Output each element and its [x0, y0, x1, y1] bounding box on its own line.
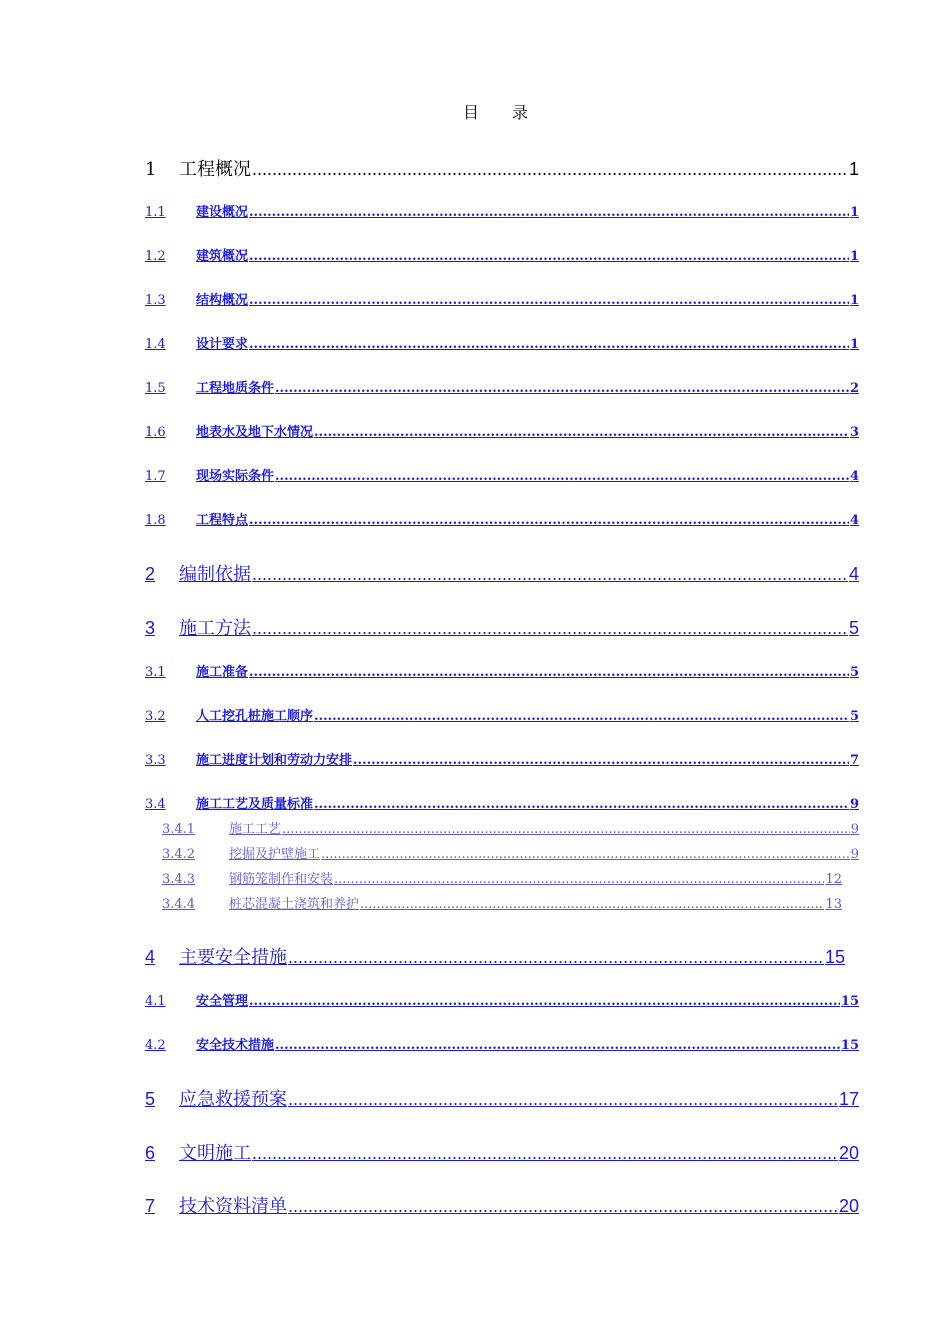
toc-entry-number: 1.3 [145, 293, 166, 308]
toc-entry-number: 3.1 [145, 665, 166, 680]
toc-entry-label: 设计要求 [196, 337, 249, 352]
toc-entry-page: 4 [848, 564, 859, 584]
toc-entry-page: 1 [848, 159, 859, 179]
toc-entry-label: 主要安全措施 [179, 947, 287, 967]
toc-entry-4-1[interactable] [145, 990, 859, 1009]
toc-entry-number: 1.8 [145, 513, 166, 528]
toc-entry-number: 3.4.3 [162, 872, 196, 887]
toc-entry-page: 1 [849, 249, 859, 264]
toc-entry-page: 15 [840, 994, 859, 1009]
toc-entry-3-2[interactable] [145, 705, 859, 724]
toc-entry-label: 工程概况 [179, 159, 251, 180]
toc-entry-1-6[interactable] [145, 421, 859, 440]
toc-entry-label: 地表水及地下水情况 [196, 425, 314, 440]
toc-entry-number: 1.4 [145, 337, 166, 352]
toc-entry-1-1[interactable] [145, 201, 859, 220]
toc-leader-dots [321, 847, 850, 862]
toc-leader-dots [334, 872, 824, 887]
toc-entry-label: 工程特点 [196, 513, 249, 528]
toc-entry-label: 文明施工 [179, 1143, 251, 1163]
toc-leader-dots [252, 159, 848, 180]
toc-entry-4[interactable] [145, 943, 845, 969]
toc-entry-label: 人工挖孔桩施工顺序 [196, 709, 314, 724]
toc-entry-number: 1.6 [145, 425, 166, 440]
toc-entry-page: 20 [838, 1143, 859, 1163]
toc-entry-number: 4.2 [145, 1038, 166, 1053]
toc-entry-page: 9 [849, 797, 859, 812]
toc-entry-3[interactable] [145, 614, 859, 640]
toc-entry-label: 结构概况 [196, 293, 249, 308]
toc-entry-number: 6 [145, 1143, 156, 1163]
toc-leader-dots [282, 822, 850, 837]
toc-entry-page: 5 [849, 665, 859, 680]
toc-entry-page: 1 [849, 293, 859, 308]
toc-leader-dots [252, 1143, 838, 1164]
toc-title: 目 录 [462, 103, 543, 122]
toc-entry-7[interactable] [145, 1192, 859, 1218]
toc-entry-6[interactable] [145, 1139, 859, 1165]
toc-entry-number: 4 [145, 947, 156, 967]
toc-leader-dots [360, 897, 824, 912]
toc-entry-label: 技术资料清单 [179, 1196, 287, 1216]
toc-entry-number: 3.4.2 [162, 847, 196, 862]
toc-leader-dots [275, 1038, 840, 1053]
toc-entry-3-4-2[interactable] [162, 843, 859, 862]
toc-entry-number: 3.4.4 [162, 897, 196, 912]
toc-entry-page: 1 [849, 337, 859, 352]
toc-entry-label: 施工工艺 [229, 822, 282, 837]
toc-entry-page: 15 [824, 947, 845, 967]
toc-leader-dots [249, 293, 849, 308]
toc-entry-number: 3 [145, 618, 156, 638]
toc-entry-1-4[interactable] [145, 333, 859, 352]
toc-entry-1-5[interactable] [145, 377, 859, 396]
toc-entry-label: 编制依据 [179, 564, 251, 584]
toc-entry-page: 1 [849, 205, 859, 220]
toc-entry-number: 2 [145, 564, 156, 584]
toc-entry-page: 2 [849, 381, 859, 396]
toc-entry-number: 7 [145, 1196, 156, 1216]
toc-entry-page: 4 [849, 469, 859, 484]
toc-leader-dots [288, 1196, 838, 1217]
toc-leader-dots [252, 618, 848, 639]
toc-entry-label: 安全管理 [196, 994, 249, 1009]
toc-entry-4-2[interactable] [145, 1034, 859, 1053]
toc-entry-3-1[interactable] [145, 661, 859, 680]
toc-entry-label: 施工方法 [179, 618, 251, 638]
toc-entry-page: 13 [825, 897, 842, 912]
toc-entry-number: 4.1 [145, 994, 166, 1009]
toc-leader-dots [249, 994, 840, 1009]
toc-entry-5[interactable] [145, 1085, 859, 1111]
toc-leader-dots [275, 381, 849, 396]
toc-entry-label: 施工进度计划和劳动力安排 [196, 753, 353, 768]
toc-leader-dots [288, 947, 824, 968]
toc-entry-number: 3.3 [145, 753, 166, 768]
toc-entry-number: 3.4 [145, 797, 166, 812]
toc-entry-label: 施工工艺及质量标准 [196, 797, 314, 812]
toc-entry-label: 建筑概况 [196, 249, 249, 264]
toc-entry-2[interactable] [145, 560, 859, 586]
toc-entry-label: 安全技术措施 [196, 1038, 275, 1053]
toc-entry-1-8[interactable] [145, 509, 859, 528]
toc-entry-page: 9 [850, 847, 859, 862]
toc-leader-dots [249, 665, 849, 680]
toc-entry-page: 7 [849, 753, 859, 768]
toc-entry-number: 3.2 [145, 709, 166, 724]
toc-entry-page: 4 [849, 513, 859, 528]
toc-entry-3-4[interactable] [145, 793, 859, 812]
toc-entry-number: 3.4.1 [162, 822, 196, 837]
toc-entry-page: 5 [849, 709, 859, 724]
toc-entry-number: 1.5 [145, 381, 166, 396]
toc-leader-dots [314, 425, 849, 440]
toc-leader-dots [249, 337, 849, 352]
toc-entry-label: 桩芯混凝土浇筑和养护 [229, 897, 360, 912]
toc-entry-page: 12 [825, 872, 842, 887]
toc-entry-3-3[interactable] [145, 749, 859, 768]
toc-entry-label: 工程地质条件 [196, 381, 275, 396]
toc-entry-label: 钢筋笼制作和安装 [229, 872, 334, 887]
toc-entry-1[interactable] [145, 155, 859, 181]
toc-entry-3-4-4[interactable] [162, 893, 842, 912]
toc-entry-1-2[interactable] [145, 245, 859, 264]
toc-entry-page: 15 [840, 1038, 859, 1053]
toc-entry-1-7[interactable] [145, 465, 859, 484]
toc-leader-dots [314, 797, 849, 812]
toc-entry-label: 建设概况 [196, 205, 249, 220]
toc-entry-3-4-1[interactable] [162, 818, 859, 837]
toc-entry-1-3[interactable] [145, 289, 859, 308]
toc-entry-label: 现场实际条件 [196, 469, 275, 484]
toc-entry-number: 1.1 [145, 205, 166, 220]
toc-entry-number: 1.2 [145, 249, 166, 264]
toc-entry-number: 1 [145, 159, 157, 180]
toc-leader-dots [249, 205, 849, 220]
toc-entry-3-4-3[interactable] [162, 868, 842, 887]
toc-leader-dots [249, 513, 849, 528]
toc-entry-page: 20 [838, 1196, 859, 1216]
toc-leader-dots [353, 753, 849, 768]
toc-leader-dots [252, 564, 848, 585]
toc-entry-label: 挖掘及护壁施工 [229, 847, 321, 862]
toc-leader-dots [288, 1089, 838, 1110]
toc-entry-page: 17 [838, 1089, 859, 1109]
toc-entry-page: 3 [849, 425, 859, 440]
toc-leader-dots [314, 709, 849, 724]
toc-entry-label: 施工准备 [196, 665, 249, 680]
toc-entry-page: 5 [848, 618, 859, 638]
toc-entry-number: 1.7 [145, 469, 166, 484]
toc-entry-label: 应急救援预案 [179, 1089, 287, 1109]
toc-leader-dots [275, 469, 849, 484]
toc-leader-dots [249, 249, 849, 264]
toc-entry-number: 5 [145, 1089, 156, 1109]
toc-entry-page: 9 [850, 822, 859, 837]
